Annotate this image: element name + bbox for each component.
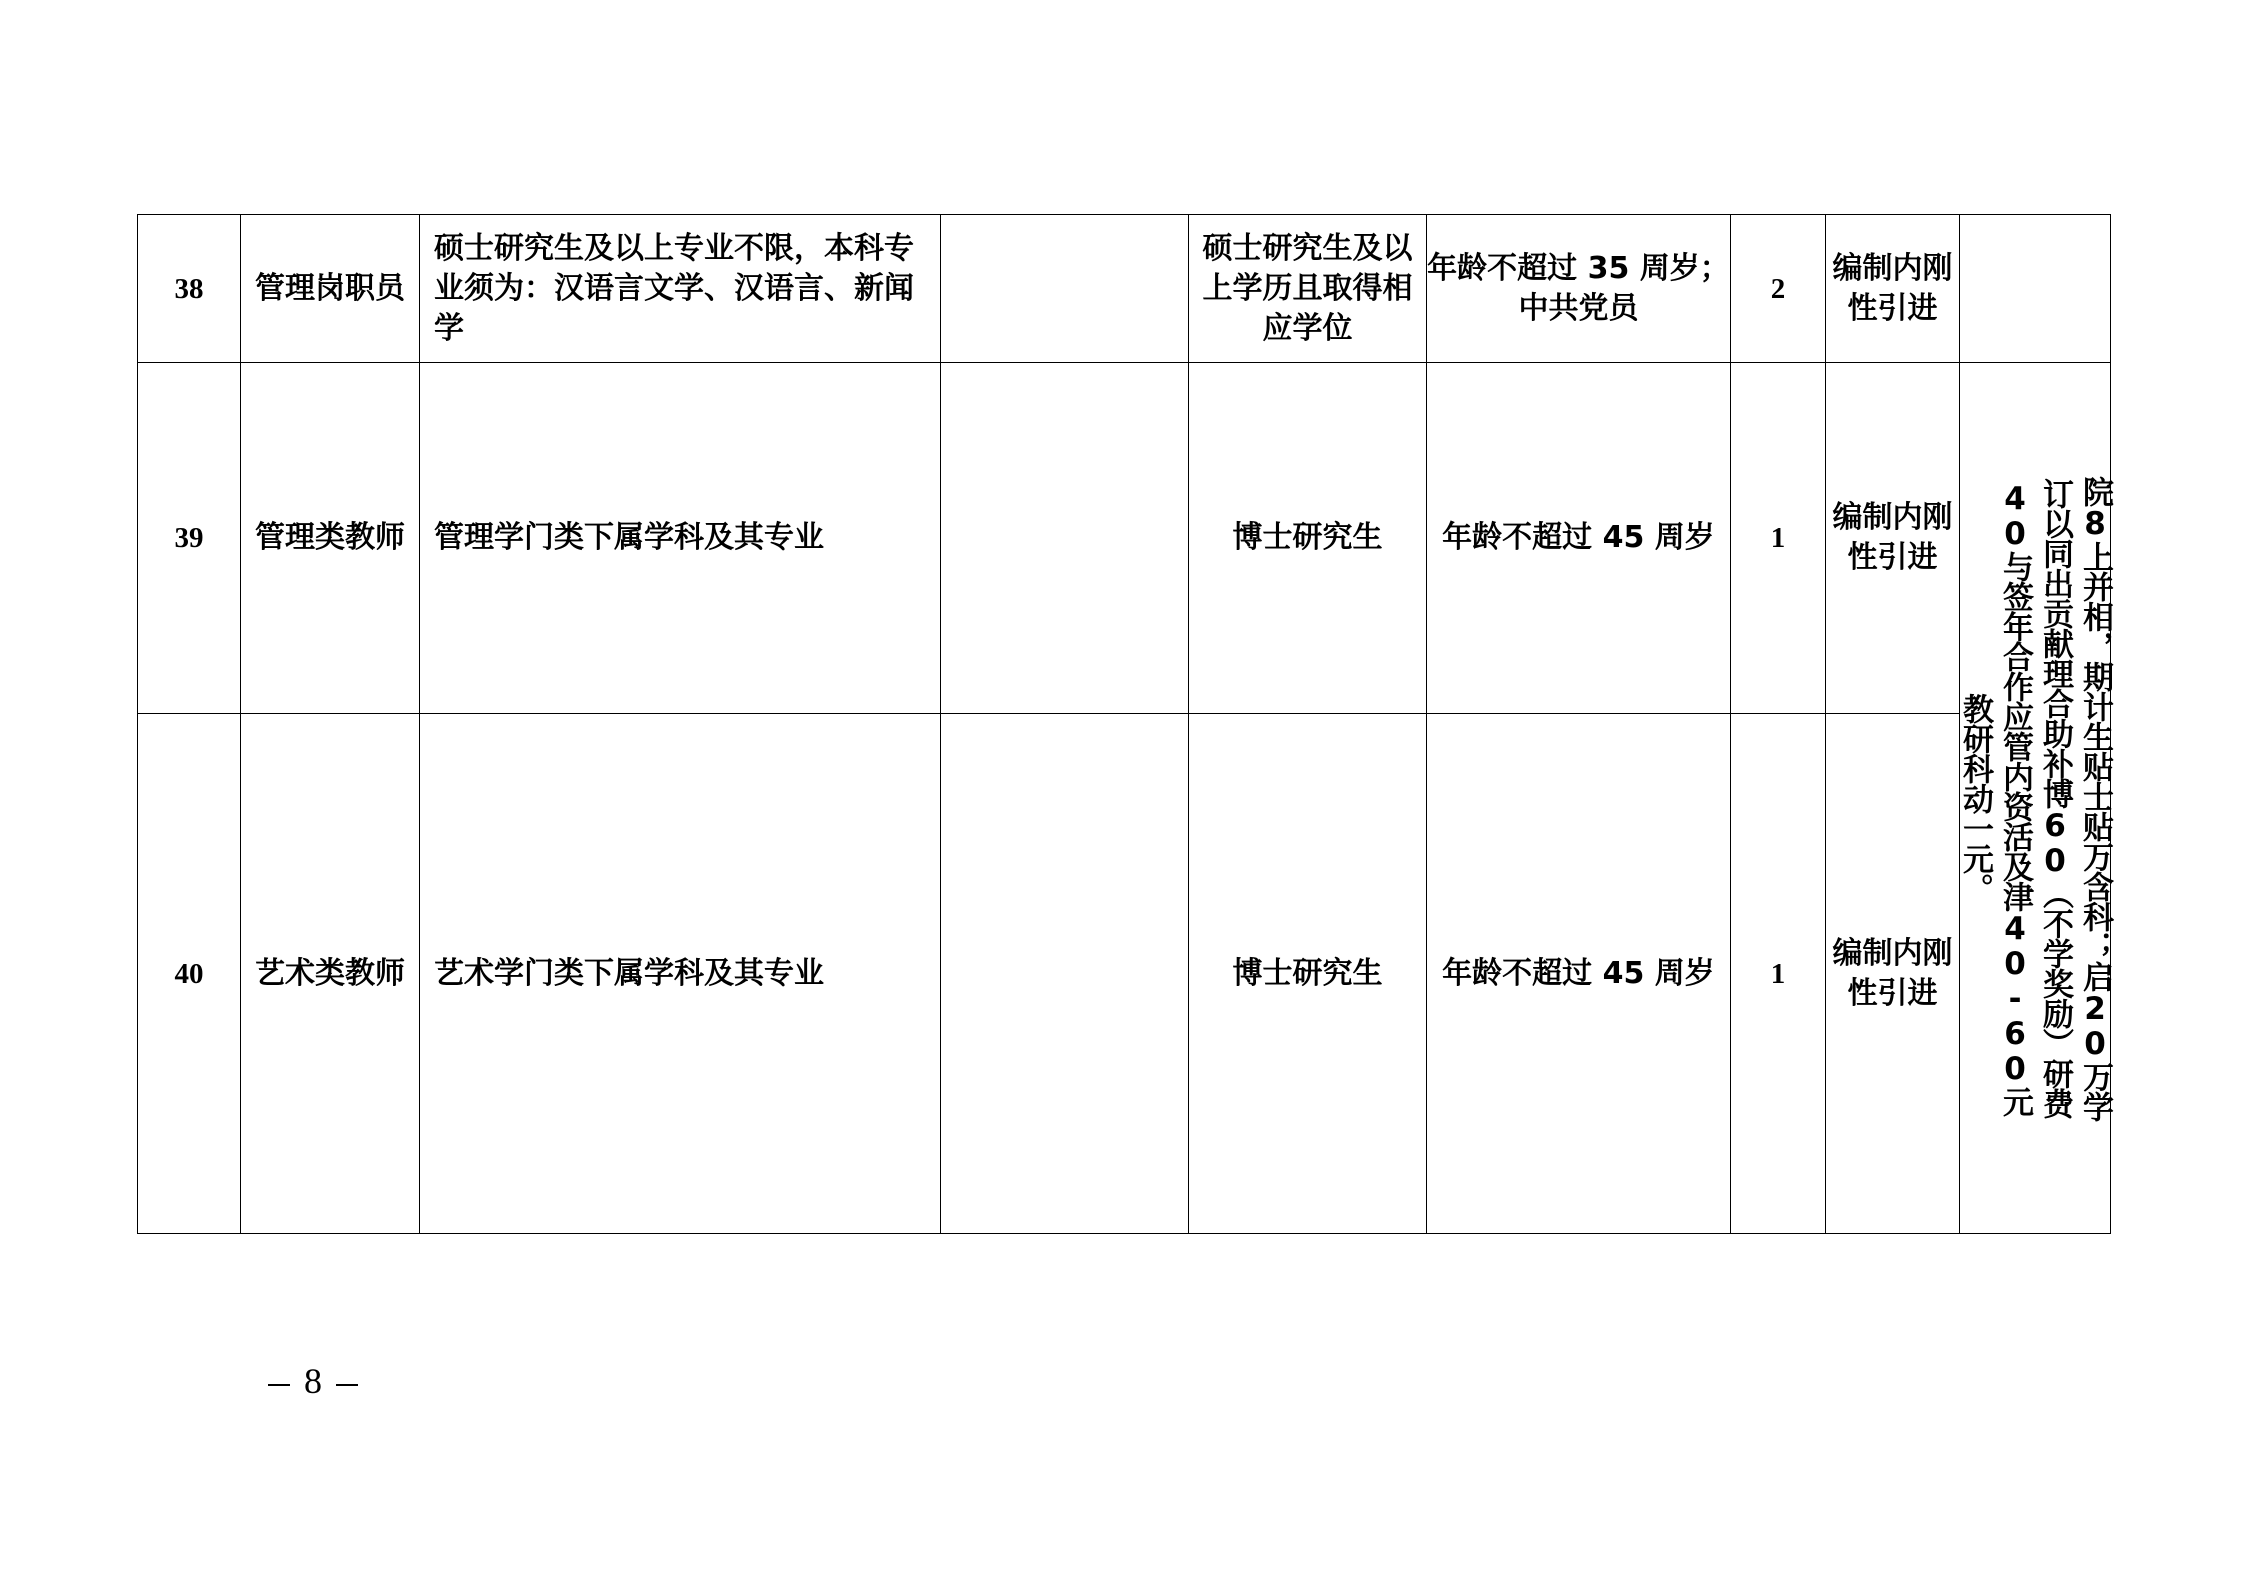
recruit-type: 编制内刚性引进 <box>1826 714 1960 1234</box>
footer-dash-left <box>268 1384 290 1386</box>
page-footer <box>268 1360 358 1402</box>
table-row <box>138 714 2111 1234</box>
major-requirement: 艺术学门类下属学科及其专业 <box>420 714 941 1234</box>
remark-cell <box>1960 215 2111 363</box>
recruitment-table <box>137 214 2111 1234</box>
education-requirement: 博士研究生 <box>1189 363 1427 714</box>
major-requirement: 硕士研究生及以上专业不限，本科专业须为：汉语言文学、汉语言、新闻学 <box>420 215 941 363</box>
education-requirement: 硕士研究生及以上学历且取得相应学位 <box>1189 215 1427 363</box>
row-index: 38 <box>138 215 241 363</box>
row-index: 39 <box>138 363 241 714</box>
major-requirement: 管理学门类下属学科及其专业 <box>420 363 941 714</box>
position-name: 管理岗职员 <box>241 215 420 363</box>
row-index: 40 <box>138 714 241 1234</box>
position-name: 艺术类教师 <box>241 714 420 1234</box>
other-requirement: 年龄不超过 35 周岁；中共党员 <box>1427 215 1731 363</box>
recruit-count: 1 <box>1731 714 1826 1234</box>
table-row <box>138 215 2111 363</box>
footer-dash-right <box>336 1384 358 1386</box>
blank-cell <box>941 215 1189 363</box>
recruit-count: 2 <box>1731 215 1826 363</box>
recruit-count: 1 <box>1731 363 1826 714</box>
page-number: 8 <box>304 1361 322 1401</box>
recruit-type: 编制内刚性引进 <box>1826 215 1960 363</box>
recruit-type: 编制内刚性引进 <box>1826 363 1960 714</box>
table-row <box>138 363 2111 714</box>
position-name: 管理类教师 <box>241 363 420 714</box>
remark-merged-cell <box>1957 363 2113 1234</box>
remark-text: 院8上并相，期计生贴士贴万含科；启20万学订以同出贡献理合助补博60（不学奖励）研费40与签年合作应管内资活及津40-60元教研科动一元。 <box>1957 475 2113 1121</box>
other-requirement: 年龄不超过 45 周岁 <box>1427 363 1731 714</box>
remark-wrapper <box>1957 468 2113 1128</box>
blank-cell <box>941 714 1189 1234</box>
other-requirement: 年龄不超过 45 周岁 <box>1427 714 1731 1234</box>
education-requirement: 博士研究生 <box>1189 714 1427 1234</box>
blank-cell <box>941 363 1189 714</box>
